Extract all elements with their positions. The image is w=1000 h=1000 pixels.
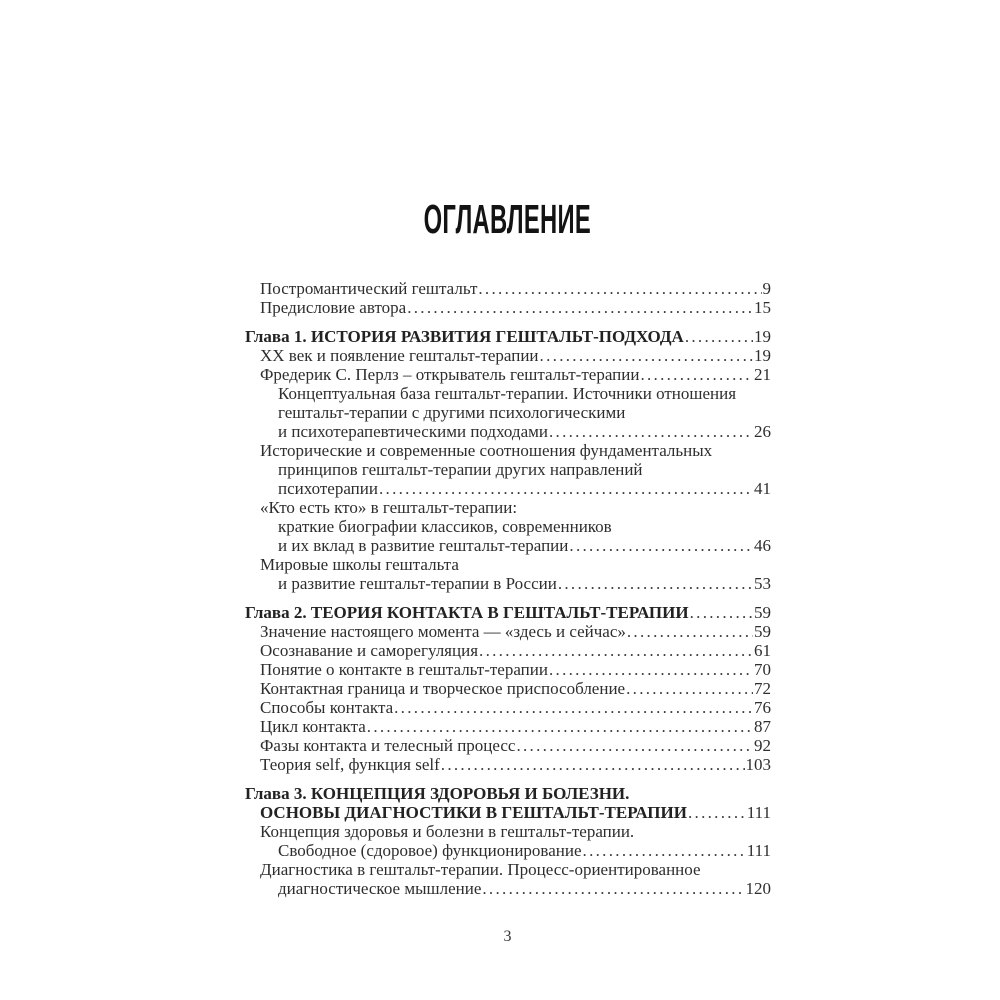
toc-line bbox=[245, 736, 771, 755]
toc-line bbox=[245, 365, 771, 384]
toc-entry-text: краткие биографии классиков, современников bbox=[278, 517, 612, 536]
toc-line bbox=[245, 479, 771, 498]
toc-entry-text: Концептуальная база гештальт-терапии. Источники отношения bbox=[278, 384, 737, 403]
toc-line bbox=[245, 574, 771, 593]
dot-leader bbox=[583, 841, 746, 860]
toc-entry-text: диагностическое мышление bbox=[278, 879, 482, 898]
toc-line bbox=[245, 517, 771, 536]
dot-leader bbox=[549, 660, 753, 679]
toc-entry-text: и их вклад в развитие гештальт-терапии bbox=[278, 536, 569, 555]
toc-line bbox=[245, 622, 771, 641]
toc-page-number: 26 bbox=[754, 422, 771, 441]
dot-leader bbox=[367, 717, 753, 736]
toc-section bbox=[245, 603, 771, 774]
toc-line bbox=[245, 460, 771, 479]
toc-line bbox=[245, 346, 771, 365]
toc-page-number: 72 bbox=[754, 679, 771, 698]
toc-entry-text: Осознавание и саморегуляция bbox=[260, 641, 479, 660]
toc-page-number: 21 bbox=[754, 365, 771, 384]
toc-section bbox=[245, 327, 771, 593]
toc-page-number: 9 bbox=[762, 279, 771, 298]
toc-entry-text: Глава 3. КОНЦЕПЦИЯ ЗДОРОВЬЯ И БОЛЕЗНИ. bbox=[245, 784, 630, 803]
toc-page-number: 111 bbox=[746, 841, 771, 860]
dot-leader bbox=[394, 698, 753, 717]
toc-line bbox=[245, 698, 771, 717]
toc-entry-text: Способы контакта bbox=[260, 698, 394, 717]
toc-page-number: 92 bbox=[754, 736, 771, 755]
toc-page-number: 76 bbox=[754, 698, 771, 717]
dot-leader bbox=[640, 365, 753, 384]
toc-line bbox=[245, 498, 771, 517]
toc-entry-text: и психотерапевтическими подходами bbox=[278, 422, 548, 441]
toc-entry-text: ОСНОВЫ ДИАГНОСТИКИ В ГЕШТАЛЬТ-ТЕРАПИИ bbox=[260, 803, 687, 822]
toc-entry-text: Предисловие автора bbox=[260, 298, 407, 317]
toc-entry-text: психотерапии bbox=[278, 479, 378, 498]
toc-line bbox=[245, 879, 771, 898]
toc-entry-text: Цикл контакта bbox=[260, 717, 366, 736]
toc-page-number: 70 bbox=[754, 660, 771, 679]
toc-page-number: 120 bbox=[745, 879, 771, 898]
toc-line bbox=[245, 641, 771, 660]
dot-leader bbox=[516, 736, 753, 755]
toc-entry-text: Свободное (сдоровое) функционирование bbox=[278, 841, 582, 860]
toc-line bbox=[245, 679, 771, 698]
footer-page-number: 3 bbox=[503, 928, 512, 945]
toc-entry-text: XX век и появление гештальт-терапии bbox=[260, 346, 539, 365]
toc-entry-text: Глава 1. ИСТОРИЯ РАЗВИТИЯ ГЕШТАЛЬТ-ПОДХОДА bbox=[245, 327, 684, 346]
toc-entry-text: Понятие о контакте в гештальт-терапии bbox=[260, 660, 548, 679]
dot-leader bbox=[626, 679, 753, 698]
toc-page-number: 111 bbox=[746, 803, 771, 822]
page-title bbox=[0, 196, 1000, 243]
dot-leader bbox=[540, 346, 753, 365]
toc-page-number: 61 bbox=[754, 641, 771, 660]
toc-entry-text: и развитие гештальт-терапии в России bbox=[278, 574, 557, 593]
dot-leader bbox=[558, 574, 753, 593]
dot-leader bbox=[627, 622, 753, 641]
toc-line bbox=[245, 660, 771, 679]
toc-page-number: 103 bbox=[745, 755, 771, 774]
toc-line bbox=[245, 755, 771, 774]
toc-line bbox=[245, 822, 771, 841]
toc-line bbox=[245, 803, 771, 822]
toc-line bbox=[245, 860, 771, 879]
toc-entry-text: Постромантический гештальт bbox=[260, 279, 478, 298]
toc-line bbox=[245, 403, 771, 422]
toc-line bbox=[245, 841, 771, 860]
toc-page-number: 19 bbox=[754, 346, 771, 365]
toc-entry-text: Контактная граница и творческое приспособление bbox=[260, 679, 626, 698]
dot-leader bbox=[478, 279, 761, 298]
toc-page-number: 87 bbox=[754, 717, 771, 736]
toc-entry-text: гештальт-терапии с другими психологическими bbox=[278, 403, 626, 422]
toc-line bbox=[245, 717, 771, 736]
dot-leader bbox=[441, 755, 745, 774]
toc-line bbox=[245, 441, 771, 460]
dot-leader bbox=[549, 422, 753, 441]
toc-line bbox=[245, 536, 771, 555]
toc-line bbox=[245, 555, 771, 574]
toc-line bbox=[245, 784, 771, 803]
toc-entry-text: принципов гештальт-терапии других направлений bbox=[278, 460, 643, 479]
toc-entry-text: «Кто есть кто» в гештальт-терапии: bbox=[260, 498, 518, 517]
toc-page-number: 41 bbox=[754, 479, 771, 498]
dot-leader bbox=[690, 603, 753, 622]
dot-leader bbox=[407, 298, 753, 317]
toc-line bbox=[245, 384, 771, 403]
toc-entry-text: Значение настоящего момента — «здесь и сейчас» bbox=[260, 622, 626, 641]
toc-entry-text: Исторические и современные соотношения фундаментальных bbox=[260, 441, 713, 460]
toc-page-number: 46 bbox=[754, 536, 771, 555]
page-title-text: ОГЛАВЛЕНИЕ bbox=[423, 196, 592, 242]
toc-page-number: 19 bbox=[754, 327, 771, 346]
dot-leader bbox=[379, 479, 753, 498]
dot-leader bbox=[482, 879, 744, 898]
table-of-contents bbox=[245, 279, 771, 898]
toc-line bbox=[245, 279, 771, 298]
toc-line bbox=[245, 298, 771, 317]
toc-entry-text: Теория self, функция self bbox=[260, 755, 440, 774]
toc-page-number: 59 bbox=[754, 622, 771, 641]
toc-section bbox=[245, 279, 771, 317]
toc-line bbox=[245, 327, 771, 346]
toc-entry-text: Концепция здоровья и болезни в гештальт-терапии. bbox=[260, 822, 635, 841]
toc-entry-text: Фредерик С. Перлз – открыватель гештальт-терапии bbox=[260, 365, 640, 384]
toc-page-number: 59 bbox=[754, 603, 771, 622]
dot-leader bbox=[685, 327, 753, 346]
toc-entry-text: Мировые школы гештальта bbox=[260, 555, 459, 574]
toc-page-number: 15 bbox=[754, 298, 771, 317]
toc-section bbox=[245, 784, 771, 898]
toc-entry-text: Глава 2. ТЕОРИЯ КОНТАКТА В ГЕШТАЛЬТ-ТЕРАПИИ bbox=[245, 603, 689, 622]
toc-line bbox=[245, 422, 771, 441]
toc-line bbox=[245, 603, 771, 622]
dot-leader bbox=[479, 641, 753, 660]
toc-entry-text: Диагностика в гештальт-терапии. Процесс-ориентированное bbox=[260, 860, 701, 879]
toc-page-number: 53 bbox=[754, 574, 771, 593]
dot-leader bbox=[569, 536, 753, 555]
toc-entry-text: Фазы контакта и телесный процесс bbox=[260, 736, 516, 755]
dot-leader bbox=[688, 803, 746, 822]
